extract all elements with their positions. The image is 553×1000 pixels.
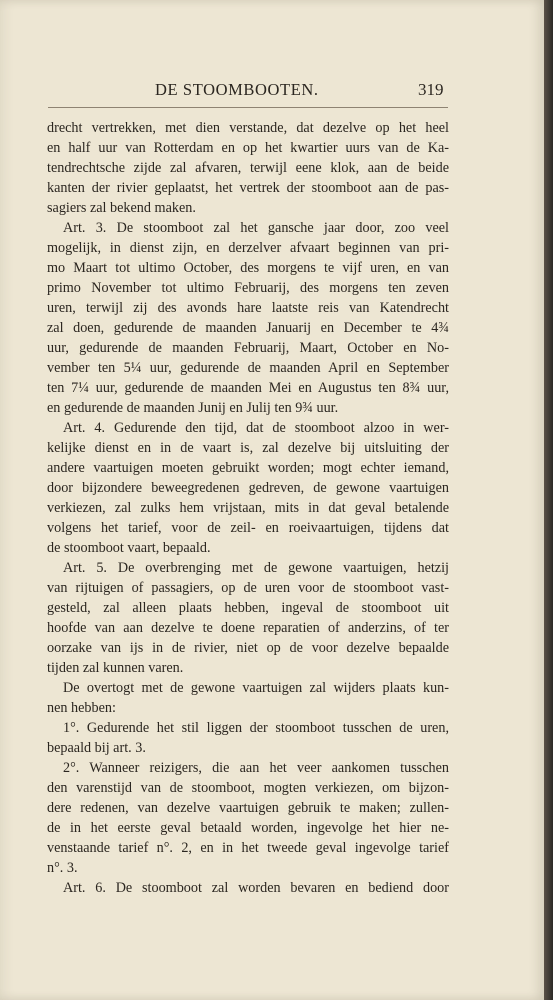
text-line: de in het eerste geval betaald worden, ingevolge het hier ne- [47,820,449,836]
text-line: oorzake van ijs in de rivier, niet op de voor dezelve bepaalde [47,640,449,656]
text-line: uren, terwijl zij des avonds hare laatste reis van Katendrecht [47,300,449,316]
text-line: den varenstijd van de stoomboot, mogten verkiezen, om bijzon- [47,780,449,796]
text-line: mogelijk, in dienst zijn, en derzelver afvaart beginnen van pri- [47,240,449,256]
text-line: en gedurende de maanden Junij en Julij ten 9¾ uur. [47,400,339,416]
text-line: dere redenen, van dezelve vaartuigen gebruik te maken; zullen- [47,800,449,816]
text-line: van rijtuigen of passagiers, op de uren voor de stoomboot vast- [47,580,449,596]
text-line: bepaald bij art. 3. [47,740,146,756]
text-line: verkiezen, zal zulks hem vrijstaan, mits in dat geval betalende [47,500,449,516]
text-line: primo November tot ultimo Februarij, des morgens ten zeven [47,280,449,296]
text-line: Art. 3. De stoomboot zal het gansche jaar door, zoo veel [63,220,449,236]
text-line: Art. 5. De overbrenging met de gewone vaartuigen, hetzij [63,560,449,576]
text-line: 2°. Wanneer reizigers, die aan het veer aankomen tusschen [63,760,449,776]
text-line: mo Maart tot ultimo October, des morgens te vijf uren, en van [47,260,449,276]
scan-edge [544,0,553,1000]
page-header [0,80,544,104]
text-line: Art. 6. De stoomboot zal worden bevaren en bediend door [63,880,449,896]
text-line: venstaande tarief n°. 2, en in het tweede geval ingevolge tarief [47,840,449,856]
text-line: vember ten 5¼ uur, gedurende de maanden April en September [47,360,449,376]
text-line: zal doen, gedurende de maanden Januarij en December te 4¾ [47,320,449,336]
text-line: kelijke dienst en in de vaart is, zal dezelve bij uitsluiting der [47,440,449,456]
text-line: uur, gedurende de maanden Februarij, Maart, October en No- [47,340,449,356]
running-title: DE STOOMBOOTEN. [155,80,319,99]
text-line: de stoomboot vaart, bepaald. [47,540,211,556]
page-number: 319 [418,80,444,99]
text-line: en half uur van Rotterdam en op het kwartier uurs van de Ka- [47,140,449,156]
text-line: Art. 4. Gedurende den tijd, dat de stoomboot alzoo in wer- [63,420,449,436]
text-line: nen hebben: [47,700,116,716]
text-line: hoofde van aan dezelve te doene reparatien of anderzins, of ter [47,620,449,636]
text-line: tendrechtsche zijde zal afvaren, terwijl eene klok, aan de beide [47,160,449,176]
text-line: drecht vertrekken, met dien verstande, dat dezelve op het heel [47,120,449,136]
text-line: gesteld, zal alleen plaats hebben, ingeval de stoomboot uit [47,600,449,616]
header-rule [48,107,448,108]
text-line: 1°. Gedurende het stil liggen der stoomboot tusschen de uren, [63,720,449,736]
text-line: ten 7¼ uur, gedurende de maanden Mei en Augustus ten 8¾ uur, [47,380,449,396]
text-line: De overtogt met de gewone vaartuigen zal wijders plaats kun- [63,680,449,696]
text-line: door bijzondere beweegredenen gedreven, de gewone vaartuigen [47,480,449,496]
text-line: n°. 3. [47,860,78,876]
text-line: andere vaartuigen moeten gebruikt worden; mogt echter iemand, [47,460,449,476]
text-line: sagiers zal bekend maken. [47,200,196,216]
text-line: tijden zal kunnen varen. [47,660,184,676]
text-line: volgens het tarief, voor de zeil- en roeivaartuigen, tijdens dat [47,520,449,536]
text-line: kanten der rivier geplaatst, het vertrek der stoomboot aan de pas- [47,180,449,196]
